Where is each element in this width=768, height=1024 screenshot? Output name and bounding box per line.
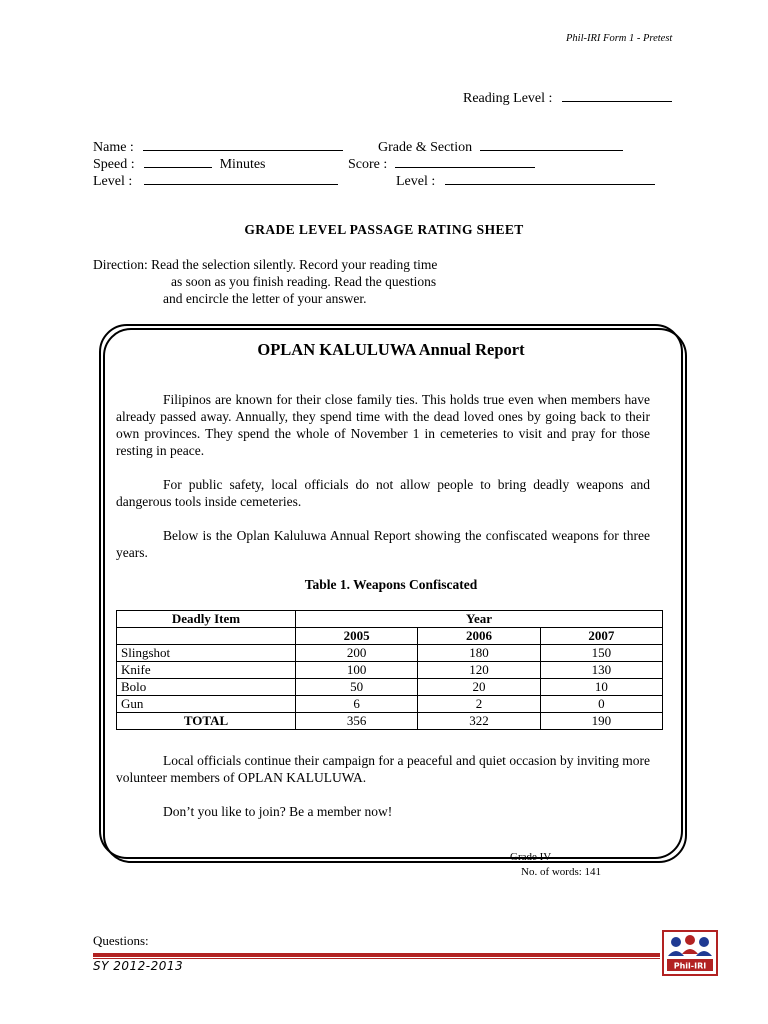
value-cell: 50: [296, 679, 418, 696]
form-id: Phil-IRI Form 1 - Pretest: [566, 33, 673, 44]
value-cell: 0: [540, 696, 662, 713]
value-cell: 2: [418, 696, 540, 713]
total-label: TOTAL: [117, 713, 296, 730]
direction-line-2: as soon as you finish reading. Read the questions: [171, 274, 437, 289]
report-title: OPLAN KALULUWA Annual Report: [257, 340, 525, 359]
footer-rule: [93, 953, 660, 957]
speed-label: Speed :: [93, 157, 135, 172]
table-total-row: [117, 713, 663, 730]
paragraph-2-text: For public safety, local officials do not allow people to bring deadly weapons and dangerous tools inside cemeteries.: [116, 477, 650, 509]
header-item: Deadly Item: [117, 611, 296, 628]
table-years-row: [117, 628, 663, 645]
score-blank[interactable]: [395, 155, 535, 168]
item-cell: Bolo: [117, 679, 296, 696]
grade-section-blank[interactable]: [480, 138, 623, 151]
table-row: [117, 696, 663, 713]
grade-level: Grade IV: [510, 851, 552, 863]
value-cell: 100: [296, 662, 418, 679]
value-cell: 180: [418, 645, 540, 662]
questions-label: Questions:: [93, 933, 149, 948]
passage-paragraph-1: [116, 391, 650, 459]
direction: [93, 256, 437, 307]
direction-line-1: Direction: Read the selection silently. Record your reading time: [93, 257, 438, 272]
header-year: Year: [296, 611, 663, 628]
speed-blank[interactable]: [144, 155, 212, 168]
logo-text: Phil-IRI: [673, 961, 707, 971]
name-field: [93, 138, 343, 156]
value-cell: 120: [418, 662, 540, 679]
name-blank[interactable]: [143, 138, 343, 151]
table-row: [117, 679, 663, 696]
blank-cell: [117, 628, 296, 645]
total-cell: 322: [418, 713, 540, 730]
passage-paragraph-3: [116, 527, 650, 561]
value-cell: 150: [540, 645, 662, 662]
table-caption: Table 1. Weapons Confiscated: [304, 577, 478, 592]
score-field: [348, 155, 535, 173]
level-label: Level :: [93, 174, 133, 189]
speed-unit: Minutes: [219, 157, 266, 172]
year-2007: 2007: [540, 628, 662, 645]
item-cell: Knife: [117, 662, 296, 679]
paragraph-4-text: Local officials continue their campaign for a peaceful and quiet occasion by inviting more volunteer members of OPLAN KALULUWA.: [116, 753, 650, 785]
grade-section-field: [378, 138, 623, 156]
item-cell: Gun: [117, 696, 296, 713]
passage-paragraph-4: [116, 752, 650, 786]
word-count: No. of words: 141: [521, 866, 602, 878]
table-header-row: [117, 611, 663, 628]
total-cell: 356: [296, 713, 418, 730]
value-cell: 10: [540, 679, 662, 696]
table-row: [117, 662, 663, 679]
passage-paragraph-2: [116, 476, 650, 510]
logo-icon: [664, 932, 716, 974]
sheet-title: GRADE LEVEL PASSAGE RATING SHEET: [244, 222, 524, 237]
paragraph-1-text: Filipinos are known for their close family ties. This holds true even when members have already passed away. Annually, they spend time with the dead loved ones by going back to their own provinces. They spend the whole of November 1 in cemeteries to visit and pray for those resting in peace.: [116, 392, 650, 458]
name-label: Name :: [93, 140, 134, 155]
year-2006: 2006: [418, 628, 540, 645]
direction-line-3: and encircle the letter of your answer.: [163, 291, 367, 306]
year-2005: 2005: [296, 628, 418, 645]
passage-paragraph-5: [116, 803, 650, 820]
reading-level-field: [463, 89, 672, 107]
grade-section-label: Grade & Section: [378, 140, 473, 155]
weapons-table: [116, 610, 663, 730]
phil-iri-logo: [662, 930, 718, 976]
level2-label: Level :: [396, 174, 436, 189]
school-year: SY 2012-2013: [93, 959, 184, 973]
total-cell: 190: [540, 713, 662, 730]
value-cell: 200: [296, 645, 418, 662]
reading-level-blank[interactable]: [562, 89, 672, 102]
value-cell: 20: [418, 679, 540, 696]
level2-field: [396, 172, 655, 190]
speed-field: [93, 155, 266, 173]
value-cell: 130: [540, 662, 662, 679]
level-field: [93, 172, 338, 190]
table-row: [117, 645, 663, 662]
item-cell: Slingshot: [117, 645, 296, 662]
score-label: Score :: [348, 157, 388, 172]
reading-level-label: Reading Level :: [463, 91, 553, 106]
level2-blank[interactable]: [445, 172, 655, 185]
paragraph-5-text: Don’t you like to join? Be a member now!: [163, 804, 393, 819]
paragraph-3-text: Below is the Oplan Kaluluwa Annual Report showing the confiscated weapons for three years.: [116, 528, 650, 560]
level-blank[interactable]: [144, 172, 338, 185]
value-cell: 6: [296, 696, 418, 713]
